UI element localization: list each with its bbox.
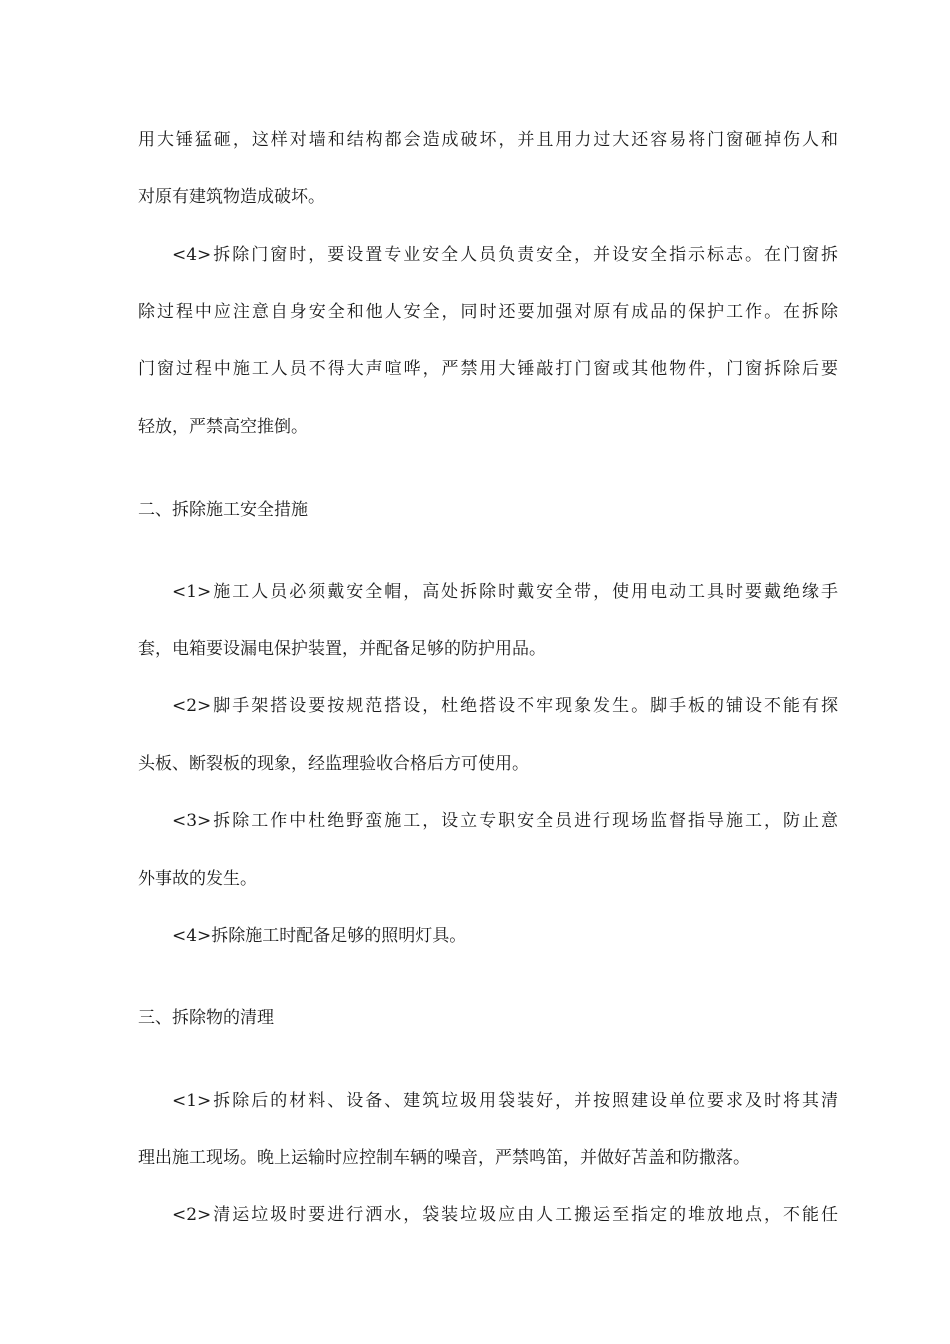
text-line: <1>施工人员必须戴安全帽，高处拆除时戴安全带，使用电动工具时要戴绝缘手 [172,582,838,602]
text-line: <3>拆除工作中杜绝野蛮施工，设立专职安全员进行现场监督指导施工，防止意 [172,811,838,831]
text-line: <2>清运垃圾时要进行洒水，袋装垃圾应由人工搬运至指定的堆放地点，不能任 [172,1205,838,1225]
text-line: 用大锤猛砸，这样对墙和结构都会造成破坏，并且用力过大还容易将门窗砸掉伤人和 [138,130,838,150]
section-heading: 二、拆除施工安全措施 [138,500,308,520]
text-line: 套，电箱要设漏电保护装置，并配备足够的防护用品。 [138,639,546,659]
text-line: 轻放，严禁高空推倒。 [138,417,308,437]
text-line: <1>拆除后的材料、设备、建筑垃圾用袋装好，并按照建设单位要求及时将其清 [172,1091,838,1111]
text-line: 理出施工现场。晚上运输时应控制车辆的噪音，严禁鸣笛，并做好苫盖和防撒落。 [138,1148,750,1168]
text-line: <2>脚手架搭设要按规范搭设，杜绝搭设不牢现象发生。脚手板的铺设不能有探 [172,696,838,716]
text-line: 头板、断裂板的现象，经监理验收合格后方可使用。 [138,754,529,774]
text-line: 除过程中应注意自身安全和他人安全，同时还要加强对原有成品的保护工作。在拆除 [138,302,838,322]
text-line: <4>拆除施工时配备足够的照明灯具。 [172,926,467,946]
text-line: <4>拆除门窗时，要设置专业安全人员负责安全，并设安全指示标志。在门窗拆 [172,245,838,265]
text-line: 外事故的发生。 [138,869,257,889]
section-heading: 三、拆除物的清理 [138,1008,274,1028]
text-line: 门窗过程中施工人员不得大声喧哗，严禁用大锤敲打门窗或其他物件，门窗拆除后要 [138,359,838,379]
text-line: 对原有建筑物造成破坏。 [138,187,325,207]
